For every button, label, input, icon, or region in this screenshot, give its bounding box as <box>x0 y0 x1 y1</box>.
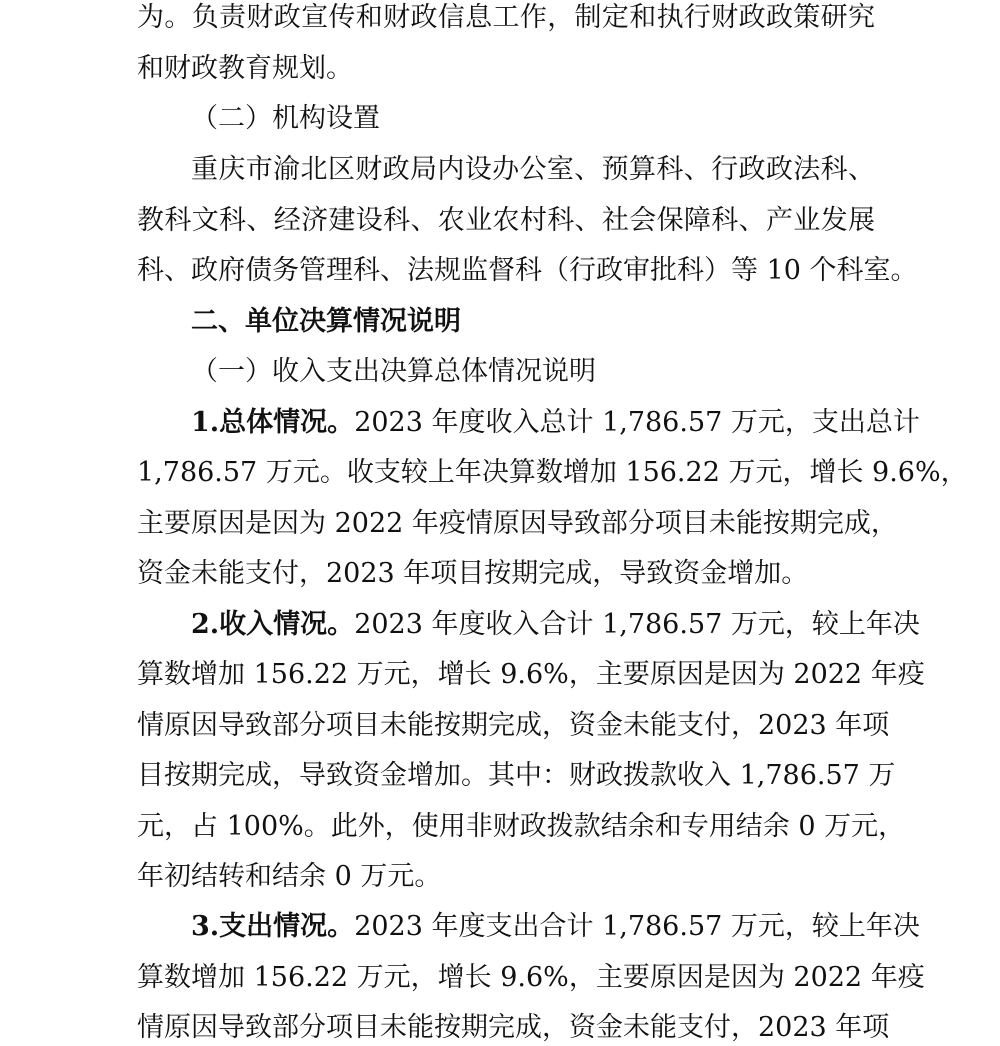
paragraph-line: 1,786.57 万元。收支较上年决算数增加 156.22 万元，增长 9.6%， <box>137 457 968 488</box>
item-text: 2023 年度收入总计 1,786.57 万元，支出总计 <box>354 407 920 438</box>
paragraph-line: 为。负责财政宣传和财政信息工作，制定和执行财政政策研究 <box>137 2 875 33</box>
paragraph-line: 算数增加 156.22 万元，增长 9.6%，主要原因是因为 2022 年疫 <box>137 659 925 690</box>
paragraph-line-expenditure <box>191 909 920 945</box>
paragraph-line: 重庆市渝北区财政局内设办公室、预算科、行政政法科、 <box>191 154 875 185</box>
paragraph-line: 情原因导致部分项目未能按期完成，资金未能支付，2023 年项 <box>137 1012 890 1043</box>
paragraph-line: 和财政教育规划。 <box>137 53 353 84</box>
paragraph-line: 目按期完成，导致资金增加。其中：财政拨款收入 1,786.57 万 <box>137 760 896 791</box>
paragraph-line: 科、政府债务管理科、法规监督科（行政审批科）等 10 个科室。 <box>137 255 918 286</box>
item-label-overall: 1.总体情况。 <box>191 407 355 438</box>
paragraph-line: 情原因导致部分项目未能按期完成，资金未能支付，2023 年项 <box>137 710 890 741</box>
subsection-heading-income-expenditure: （一）收入支出决算总体情况说明 <box>191 356 596 387</box>
paragraph-line-overall <box>191 405 920 441</box>
paragraph-line: 年初结转和结余 0 万元。 <box>137 861 442 892</box>
paragraph-line-income <box>191 607 920 643</box>
paragraph-line: 资金未能支付，2023 年项目按期完成，导致资金增加。 <box>137 558 809 589</box>
paragraph-line: 算数增加 156.22 万元，增长 9.6%，主要原因是因为 2022 年疫 <box>137 962 925 993</box>
item-label-income: 2.收入情况。 <box>191 609 355 640</box>
section-heading-org-setup: （二）机构设置 <box>191 103 380 134</box>
paragraph-line: 教科文科、经济建设科、农业农村科、社会保障科、产业发展 <box>137 205 875 236</box>
section-heading-unit-accounts: 二、单位决算情况说明 <box>191 306 461 337</box>
item-text: 2023 年度收入合计 1,786.57 万元，较上年决 <box>354 609 920 640</box>
paragraph-line: 主要原因是因为 2022 年疫情原因导致部分项目未能按期完成， <box>137 508 898 539</box>
item-text: 2023 年度支出合计 1,786.57 万元，较上年决 <box>354 911 920 942</box>
item-label-expenditure: 3.支出情况。 <box>191 911 355 942</box>
paragraph-line: 元，占 100%。此外，使用非财政拨款结余和专用结余 0 万元， <box>137 811 906 842</box>
